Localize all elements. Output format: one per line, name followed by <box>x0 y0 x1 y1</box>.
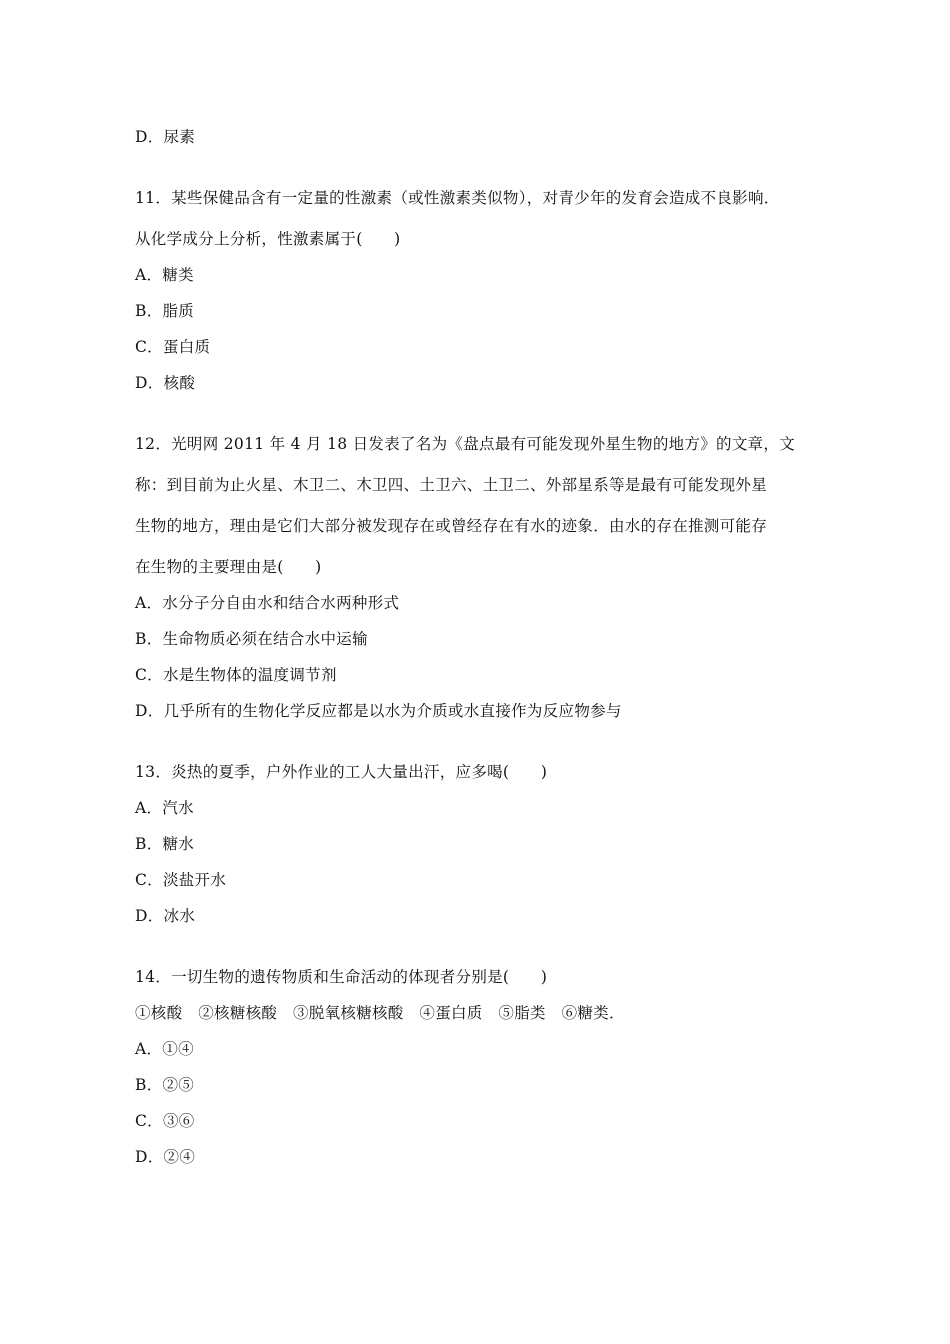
q11-stem-line-1: 11．某些保健品含有一定量的性激素（或性激素类似物），对青少年的发育会造成不良影响． <box>135 189 780 207</box>
q13-option-a: A．汽水 <box>135 799 194 817</box>
q12-option-b: B．生命物质必须在结合水中运输 <box>135 630 368 648</box>
q11-stem-line-2: 从化学成分上分析，性激素属于( ) <box>135 230 401 248</box>
q13-option-c: C．淡盐开水 <box>135 871 227 889</box>
q12-option-d: D．几乎所有的生物化学反应都是以水为介质或水直接作为反应物参与 <box>135 702 622 720</box>
q14-option-b: B．②⑤ <box>135 1076 195 1094</box>
q11-option-b: B．脂质 <box>135 302 195 320</box>
q14-option-a: A．①④ <box>135 1040 194 1058</box>
q13-stem-line-1: 13．炎热的夏季，户外作业的工人大量出汗，应多喝( ) <box>135 763 548 781</box>
q11-option-c: C．蛋白质 <box>135 338 211 356</box>
q13-option-d: D．冰水 <box>135 907 196 925</box>
q12-stem-line-3: 生物的地方，理由是它们大部分被发现存在或曾经存在有水的迹象．由水的存在推测可能存 <box>135 517 768 535</box>
q13-option-b: B．糖水 <box>135 835 195 853</box>
q11-option-d: D．核酸 <box>135 374 196 392</box>
q12-stem-line-2: 称：到目前为止火星、木卫二、木卫四、土卫六、土卫二、外部星系等是最有可能发现外星 <box>135 476 768 494</box>
q12-option-a: A．水分子分自由水和结合水两种形式 <box>135 594 400 612</box>
q14-option-d: D．②④ <box>135 1148 196 1166</box>
q12-option-c: C．水是生物体的温度调节剂 <box>135 666 337 684</box>
prev-question-option-d: D．尿素 <box>135 128 196 146</box>
q14-stem-line-1: 14．一切生物的遗传物质和生命活动的体现者分别是( ) <box>135 968 548 986</box>
q12-stem-line-4: 在生物的主要理由是( ) <box>135 558 322 576</box>
q11-option-a: A．糖类 <box>135 266 194 284</box>
q14-option-c: C．③⑥ <box>135 1112 195 1130</box>
q14-stem-line-2: ①核酸 ②核糖核酸 ③脱氧核糖核酸 ④蛋白质 ⑤脂类 ⑥糖类． <box>135 1004 625 1022</box>
q12-stem-line-1: 12．光明网 2011 年 4 月 18 日发表了名为《盘点最有可能发现外星生物的地方》的文章，文 <box>135 435 796 453</box>
